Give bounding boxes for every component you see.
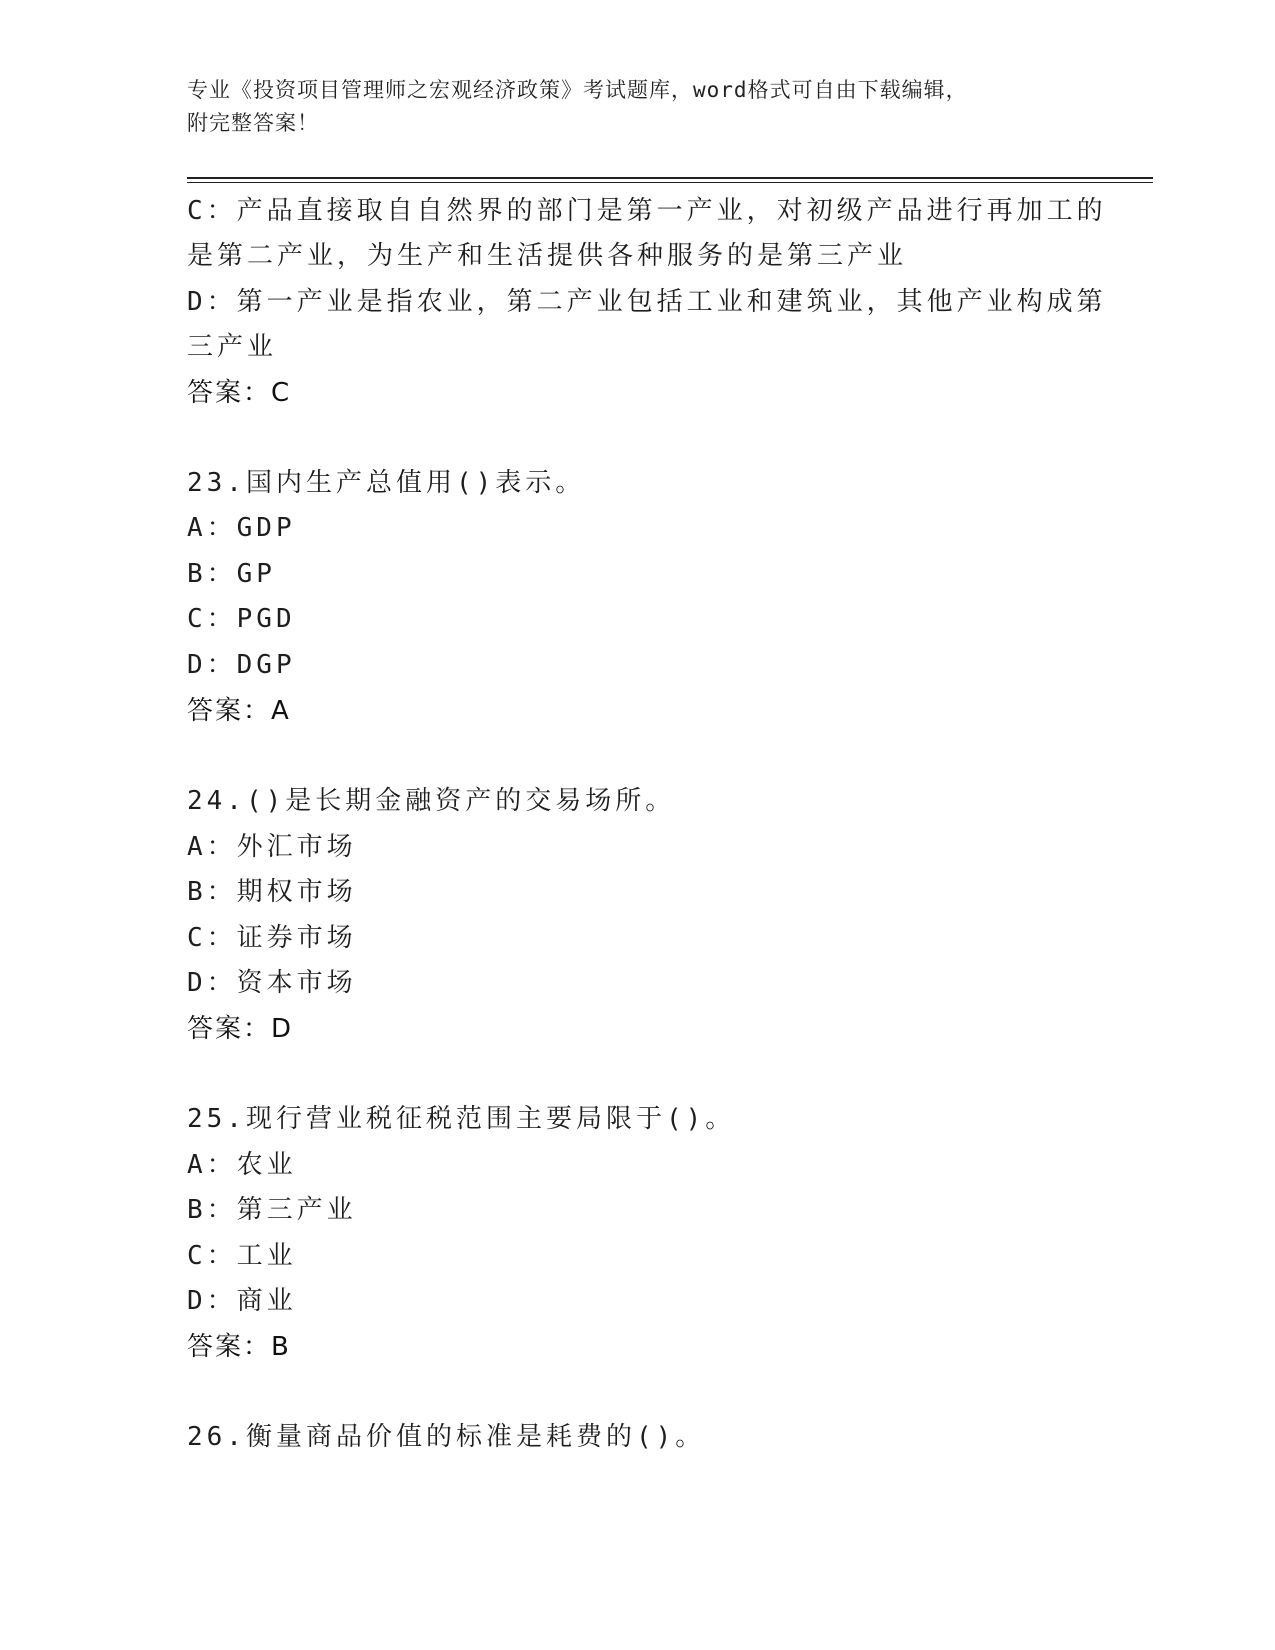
header-line-2: 附完整答案！	[187, 111, 319, 135]
q25-option-c: C：工业	[187, 1241, 297, 1271]
q23-option-d: D：DGP	[187, 650, 296, 680]
q24-answer: 答案：D	[187, 1014, 294, 1044]
q22-option-c-line-2: 是第二产业，为生产和生活提供各种服务的是第三产业	[187, 241, 908, 271]
header-divider-thin	[187, 182, 1153, 183]
q23-stem: 23.国内生产总值用()表示。	[187, 468, 586, 498]
q24-option-b: B：期权市场	[187, 877, 357, 907]
q22-option-d-line-1: D：第一产业是指农业，第二产业包括工业和建筑业，其他产业构成第	[187, 287, 1107, 317]
document-header	[187, 74, 1067, 140]
q23-option-b: B：GP	[187, 559, 276, 589]
header-divider-thick	[187, 177, 1153, 179]
q24-option-d: D：资本市场	[187, 968, 357, 998]
q26-stem: 26.衡量商品价值的标准是耗费的()。	[187, 1422, 706, 1452]
q25-option-a: A：农业	[187, 1150, 297, 1180]
q24-stem: 24.()是长期金融资产的交易场所。	[187, 786, 676, 816]
q25-answer: 答案：B	[187, 1332, 291, 1362]
q24-option-a: A：外汇市场	[187, 832, 357, 862]
q22-answer: 答案：C	[187, 378, 292, 408]
q23-option-a: A：GDP	[187, 513, 296, 543]
header-line-1: 专业《投资项目管理师之宏观经济政策》考试题库，word格式可自由下载编辑，	[187, 78, 968, 102]
q25-option-d: D：商业	[187, 1286, 297, 1316]
q23-answer: 答案：A	[187, 696, 291, 726]
q25-option-b: B：第三产业	[187, 1195, 357, 1225]
q22-option-c-line-1: C：产品直接取自自然界的部门是第一产业，对初级产品进行再加工的	[187, 196, 1107, 226]
q24-option-c: C：证券市场	[187, 923, 357, 953]
q23-option-c: C：PGD	[187, 604, 296, 634]
q25-stem: 25.现行营业税征税范围主要局限于()。	[187, 1104, 736, 1134]
q22-option-d-line-2: 三产业	[187, 332, 278, 362]
